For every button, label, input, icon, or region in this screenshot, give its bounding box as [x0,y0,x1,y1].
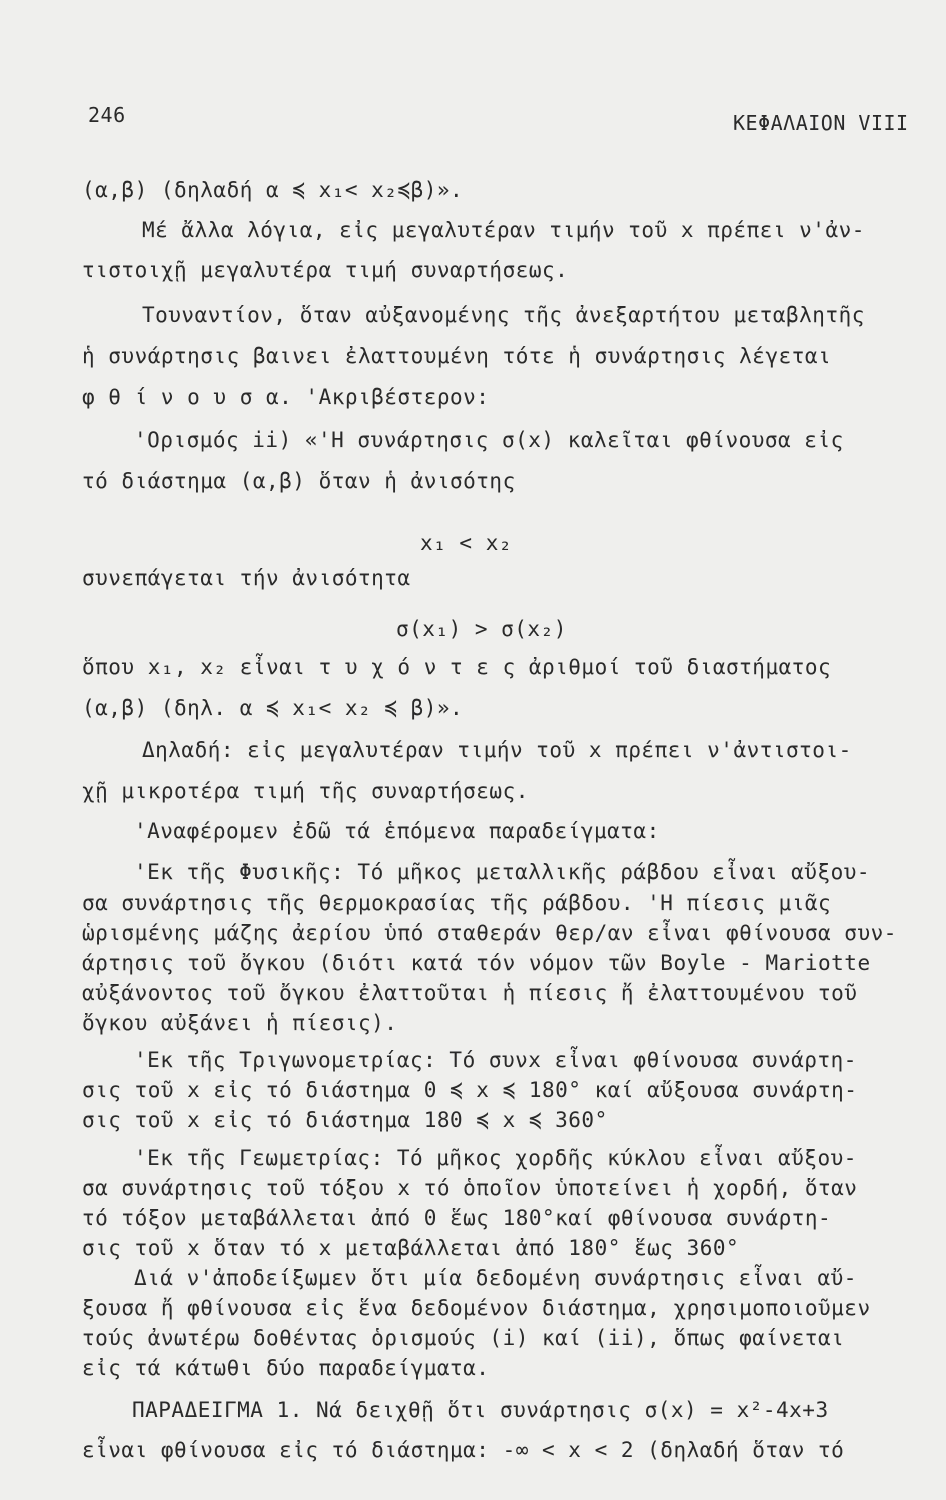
text-line: Τουναντίον, ὅταν αὐξανομένης τῆς ἀνεξαρτήτου μεταβλητῆς [142,303,865,327]
text-line: τιστοιχῇ μεγαλυτέρα τιμή συναρτήσεως. [82,258,569,282]
text-line: σις τοῦ x εἰς τό διάστημα 180 ≼ x ≼ 360° [82,1108,608,1132]
text-line: τό διάστημα (α,β) ὅταν ἡ ἀνισότης [82,469,516,493]
text-line: τό τόξον μεταβάλλεται ἀπό 0 ἕως 180°καί φθίνουσα συνάρτη- [82,1206,832,1230]
text-line: ἡ συνάρτησις βαινει ἐλαττουμένη τότε ἡ συνάρτησις λέγεται [82,344,832,368]
text-line: Μέ ἄλλα λόγια, εἰς μεγαλυτέραν τιμήν τοῦ x πρέπει ν'ἀν- [142,218,865,242]
text-line: Διά ν'ἀποδείξωμεν ὅτι μία δεδομένη συνάρτησις εἶναι αὔ- [134,1266,857,1290]
text-line: 'Αναφέρομεν ἐδῶ τά ἑπόμενα παραδείγματα: [134,819,660,843]
text-line: ὡρισμένης μάζης ἀερίου ὑπό σταθεράν θερ/αν εἶναι φθίνουσα συν- [82,921,897,945]
text-line: 'Εκ τῆς Τριγωνομετρίας: Τό συνx εἶναι φθίνουσα συνάρτη- [134,1048,857,1072]
text-line: (α,β) (δηλαδή α ≼ x₁< x₂≼β)». [82,178,464,202]
text-line: ὅπου x₁, x₂ εἶναι τ υ χ ό ν τ ε ς ἀριθμοί τοῦ διαστήματος [82,655,832,679]
definition-line: 'Ορισμός ii) «'Η συνάρτησις σ(x) καλεῖται φθίνουσα εἰς [134,428,844,452]
text-line: χῇ μικροτέρα τιμή τῆς συναρτήσεως. [82,779,529,803]
chapter-title: ΚΕΦΑΛΑΙΟΝ VIII [733,111,909,135]
text-line: Δηλαδή: εἰς μεγαλυτέραν τιμήν τοῦ x πρέπει ν'ἀντιστοι- [142,738,852,762]
text-line: εἰς τά κάτωθι δύο παραδείγματα. [82,1356,490,1380]
page-number: 246 [88,103,126,127]
text-line: σις τοῦ x εἰς τό διάστημα 0 ≼ x ≼ 180° καί αὔξουσα συνάρτη- [82,1078,858,1102]
text-line: (α,β) (δηλ. α ≼ x₁< x₂ ≼ β)». [82,696,464,720]
text-line: σα συνάρτησις τῆς θερμοκρασίας τῆς ράβδου. 'Η πίεσις μιᾶς [82,891,832,915]
text-line: τούς ἀνωτέρω δοθέντας ὁρισμούς (i) καί (ii), ὅπως φαίνεται [82,1326,845,1350]
text-line: 'Εκ τῆς Γεωμετρίας: Τό μῆκος χορδῆς κύκλου εἶναι αὔξου- [134,1146,857,1170]
example-heading: ΠΑΡΑΔΕΙΓΜΑ 1. Νά δειχθῇ ὅτι συνάρτησις σ(x) = x²-4x+3 [132,1398,829,1422]
text-line: 'Εκ τῆς Φυσικῆς: Τό μῆκος μεταλλικῆς ράβδου εἶναι αὔξου- [134,860,871,884]
text-line: ὄγκου αὐξάνει ἡ πίεσις). [82,1011,398,1035]
text-line: συνεπάγεται τήν ἀνισότητα [82,566,411,590]
text-line: άρτησις τοῦ ὄγκου (διότι κατά τόν νόμον τῶν Boyle - Mariotte [82,951,871,975]
text-line: αὐξάνοντος τοῦ ὄγκου ἐλαττοῦται ἡ πίεσις ἤ ἐλαττουμένου τοῦ [82,981,858,1005]
formula-line: σ(x₁) > σ(x₂) [396,617,567,641]
text-line: σις τοῦ x ὅταν τό x μεταβάλλεται ἀπό 180° ἕως 360° [82,1236,740,1260]
text-line: φ θ ί ν ο υ σ α. 'Ακριβέστερον: [82,385,490,409]
formula-line: x₁ < x₂ [420,531,513,555]
text-line: σα συνάρτησις τοῦ τόξου x τό ὁποῖον ὑποτείνει ἡ χορδή, ὅταν [82,1176,858,1200]
text-line: εἶναι φθίνουσα εἰς τό διάστημα: -∞ < x < 2 (δηλαδή ὅταν τό [82,1438,845,1462]
text-line: ξουσα ἤ φθίνουσα εἰς ἕνα δεδομένον διάστημα, χρησιμοποιοῦμεν [82,1296,871,1320]
